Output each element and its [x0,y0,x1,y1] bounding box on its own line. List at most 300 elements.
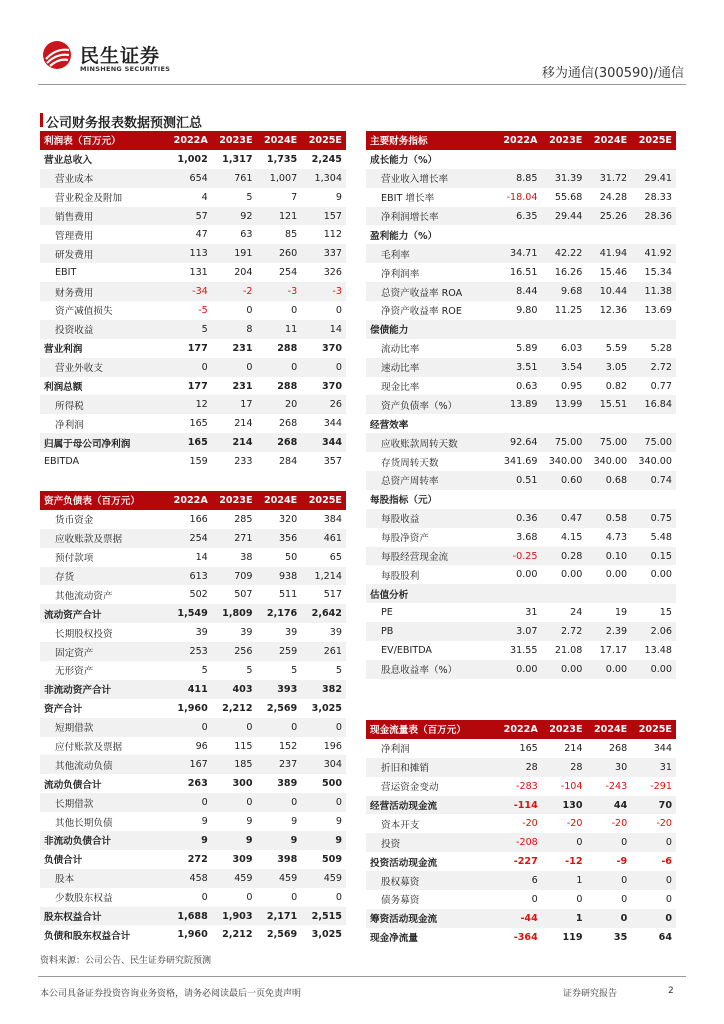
cell-value: 38 [240,551,253,563]
cell-value: 344 [653,742,672,754]
cell-value: 0.00 [542,660,587,679]
row-label: 利润总额 [44,382,83,394]
cell-value: 5 [246,664,253,676]
balance-sheet-table [40,491,346,944]
cell-value: 370 [321,342,342,354]
year-header: 2022A [496,131,542,150]
cell-value: 165 [166,433,212,452]
cell-value: 13.48 [644,644,672,656]
cell-value: 0 [246,891,253,903]
cell-value: 231 [232,380,253,392]
cell-value: 29.44 [542,207,587,226]
cell-value: 0 [257,793,302,812]
cell-value: 268 [608,742,628,754]
cell-value: 461 [301,529,346,548]
table-row [40,339,346,358]
cell-value: 0 [257,358,302,377]
cell-value: 340.00 [593,456,628,468]
cell-value: 0 [301,358,346,377]
cell-value: 382 [301,680,346,699]
cell-value: 92.64 [496,433,542,452]
cell-value: 11.25 [554,304,583,316]
cell-value: 709 [212,567,257,586]
row-label: 流动资产合计 [40,604,166,623]
cell-value: 34.71 [496,244,542,263]
cell-value: 0 [212,793,257,812]
row-label: 负债和股东权益合计 [44,930,131,942]
row-label: 短期借款 [40,718,166,737]
cell-value: 253 [166,642,212,661]
cell-value: 0.15 [631,547,676,566]
cell-value: 39 [240,627,253,639]
cell-value: 654 [166,169,212,188]
header-divider [38,84,686,85]
row-label: 股东权益合计 [40,907,166,926]
cell-value: 15.46 [599,267,628,279]
cell-value: 28 [496,758,542,777]
cell-value: 157 [301,207,346,226]
section-row [366,225,676,244]
cell-value: 272 [187,853,208,865]
row-label: 股息收益率（%） [366,660,496,679]
table-row [40,642,346,661]
cell-value: 285 [234,513,253,525]
cell-value: 7 [291,191,298,203]
row-label: 应收账款及票据 [40,529,166,548]
row-label: 投资活动现金流 [370,857,438,869]
cell-value: -18.04 [506,191,538,203]
table-row [40,661,346,680]
cell-value: 5 [201,664,208,676]
row-label: 盈利能力（%） [370,230,438,242]
cell-value: 9 [291,816,298,828]
row-label: 存货周转天数 [381,457,439,469]
cell-value: -104 [560,780,583,792]
row-label: 偿债能力 [366,320,676,339]
cell-value: 113 [166,244,212,263]
table-row [40,604,346,623]
row-label: 速动比率 [366,358,496,377]
cell-value: 85 [285,229,298,241]
cell-value: 0.00 [516,569,538,581]
cell-value: 0.74 [631,471,676,490]
cell-value: 300 [232,778,253,790]
cell-value: 0 [212,358,257,377]
table-row [366,452,676,471]
table-row [366,528,676,547]
table-title: 主要财务指标 [366,131,496,150]
cell-value: 2.39 [586,622,631,641]
table-row [366,565,676,584]
cash-flow-table [366,720,676,947]
cell-value: 507 [234,589,253,601]
cell-value: 0.95 [560,380,583,392]
row-label: 股本 [40,869,166,888]
table-row [366,207,676,226]
cell-value: 15.51 [586,395,631,414]
row-label: 营业成本 [40,169,166,188]
section-row [366,150,676,169]
cell-value: 340.00 [638,456,672,468]
cell-value: 0.00 [605,569,628,581]
cell-value: 16.51 [510,267,538,279]
cell-value: 0.58 [586,509,631,528]
year-header: 2022A [166,131,212,150]
cell-value: 92 [212,207,257,226]
cell-value: 13.99 [542,395,587,414]
page-header [0,0,724,100]
cell-value: 0.00 [586,660,631,679]
cell-value: 14 [301,320,346,339]
cell-value: -12 [565,856,583,868]
row-label: 非流动负债合计 [40,831,166,850]
row-label: 现金净流量 [370,933,418,945]
cell-value: 458 [166,869,212,888]
cell-value: 0 [246,304,253,316]
table-row [366,739,676,758]
cell-value: 4.15 [560,531,583,543]
table-row [40,225,346,244]
cell-value: 2.72 [542,622,587,641]
cell-value: 21.08 [554,644,583,656]
cell-value: 459 [301,869,346,888]
cell-value: 459 [257,869,302,888]
table-row [366,890,676,909]
cell-value: 9 [335,191,342,203]
cell-value: 6 [496,871,542,890]
cell-value: 344 [323,418,342,430]
cell-value: 231 [232,342,253,354]
cell-value: 0 [166,718,212,737]
row-label: EBIT [55,267,77,279]
cell-value: 1,214 [301,567,346,586]
table-row [366,263,676,282]
cell-value: 196 [323,740,342,752]
cell-value: 0 [301,793,346,812]
cell-value: 31.72 [586,169,631,188]
cell-value: 517 [323,589,342,601]
cell-value: 0 [665,893,672,905]
table-row [366,852,676,871]
table-row [40,869,346,888]
cell-value: 121 [257,207,302,226]
cell-value: 613 [166,567,212,586]
cell-value: 9 [257,831,302,850]
cell-value: 5.89 [516,342,538,354]
cell-value: 309 [232,853,253,865]
cell-value: 237 [257,755,302,774]
row-label: 毛利率 [366,244,496,263]
row-label: 固定资产 [40,642,166,661]
cell-value: 1,002 [177,153,208,165]
cell-value: 50 [285,551,298,563]
table-header-row [366,720,676,739]
cell-value: 130 [542,796,587,815]
cell-value: 0 [212,718,257,737]
row-label: 净利润 [381,744,410,756]
cell-value: 5 [246,191,253,203]
table-row [40,263,346,282]
cell-value: 2,212 [222,929,253,941]
row-label: 总资产周转率 [366,471,496,490]
year-header: 2023E [212,491,257,510]
cell-value: 1,317 [222,153,253,165]
cell-value: 2,171 [257,907,302,926]
cell-value: 0 [257,718,302,737]
cell-value: 0 [576,893,583,905]
cell-value: 384 [323,513,342,525]
table-row [40,282,346,301]
cell-value: 389 [277,778,298,790]
cell-value: 16.84 [631,395,676,414]
cell-value: 167 [166,755,212,774]
cell-value: -9 [616,856,628,868]
row-label: 净资产收益率 ROE [381,306,462,318]
cell-value: 0.63 [516,380,538,392]
cell-value: 1 [542,909,587,928]
cell-value: -243 [605,780,628,792]
row-label: 研发费用 [40,244,166,263]
cell-value: 13.89 [496,395,542,414]
row-label: 成长能力（%） [370,155,438,167]
cell-value: 0.10 [586,547,631,566]
cell-value: 9 [166,831,212,850]
cell-value: -3 [301,282,346,301]
income-statement-table [40,131,346,471]
cell-value: 31.39 [542,169,587,188]
cell-value: 284 [278,456,298,468]
cell-value: 356 [257,529,302,548]
cell-value: 0 [166,793,212,812]
cell-value: 1,549 [166,604,212,623]
cell-value: 0.36 [496,509,542,528]
cell-value: 459 [212,869,257,888]
row-label: 折旧和摊销 [366,758,496,777]
cell-value: 509 [321,853,342,865]
cell-value: 20 [257,395,302,414]
row-label: 净利润率 [381,268,420,280]
brand-name-en: MINSHENG SECURITIES [80,65,171,73]
row-label: 经营活动现金流 [366,796,496,815]
stock-label: 移为通信(300590)/通信 [541,66,684,81]
table-row [366,395,676,414]
table-header-row [366,131,676,150]
row-label: 每股收益 [366,509,496,528]
cell-value: 16.26 [554,267,583,279]
cell-value: 2,569 [266,702,298,714]
section-row [366,414,676,433]
cell-value: 0.00 [631,660,676,679]
cell-value: 254 [166,529,212,548]
table-row [40,812,346,831]
cell-value: 8.85 [496,169,542,188]
table-row [40,320,346,339]
cell-value: 500 [321,778,342,790]
cell-value: 3,025 [311,702,342,714]
year-header: 2024E [586,131,631,150]
cell-value: 288 [277,380,298,392]
cell-value: 64 [658,931,672,943]
cell-value: -364 [513,931,538,943]
row-label: 投资 [366,833,496,852]
cell-value: 1,809 [212,604,257,623]
cell-value: 0 [587,871,632,890]
table-title: 利润表（百万元） [40,131,166,150]
cell-value: 166 [189,513,208,525]
cell-value: 29.41 [631,169,676,188]
cell-value: 31 [631,758,676,777]
cell-value: 131 [189,267,208,279]
table-row [40,207,346,226]
cell-value: 57 [166,207,212,226]
cell-value: 42.22 [542,244,587,263]
cell-value: 0.00 [560,569,583,581]
cell-value: 6.03 [560,342,583,354]
row-label: 债务募资 [381,895,420,907]
year-header: 2025E [631,131,676,150]
row-label: 长期股权投资 [55,628,113,640]
cell-value: 0.82 [605,380,628,392]
row-label: 无形资产 [55,666,94,678]
table-row [40,433,346,452]
year-header: 2025E [301,131,346,150]
cell-value: 177 [187,380,208,392]
table-row [366,358,676,377]
cell-value: 2,245 [311,153,342,165]
year-header: 2023E [212,131,257,150]
table-row [366,758,676,777]
cell-value: 0.00 [650,569,672,581]
cell-value: 9 [301,831,346,850]
row-label: 其他流动资产 [55,590,113,602]
cell-value: 44 [587,796,632,815]
table-title: 资产负债表（百万元） [40,491,166,510]
row-label: 归属于母公司净利润 [40,433,166,452]
cell-value: -20 [522,818,538,830]
cell-value: 1,960 [177,702,208,714]
section-row [366,490,676,509]
cell-value: 411 [166,680,212,699]
table-row [40,925,346,944]
cell-value: 3,025 [311,929,342,941]
cell-value: 761 [212,169,257,188]
row-label: 资产减值损失 [55,306,113,318]
table-row [40,395,346,414]
cell-value: 5.48 [650,531,672,543]
cell-value: 393 [257,680,302,699]
cell-value: 119 [562,931,583,943]
cell-value: 0.77 [650,380,672,392]
cell-value: 15 [659,607,672,619]
row-label: 预付款项 [55,553,94,565]
row-label: 管理费用 [55,230,94,242]
minsheng-logo-icon [42,40,72,70]
table-row [40,169,346,188]
table-row [366,833,676,852]
cell-value: 9 [335,816,342,828]
table-row [40,188,346,207]
cell-value: 1,903 [212,907,257,926]
cell-value: -291 [650,780,672,792]
cell-value: 4 [201,191,208,203]
table-row [40,548,346,567]
cell-value: 502 [189,589,208,601]
table-row [366,471,676,490]
cell-value: 39 [285,627,298,639]
cell-value: 15.34 [644,267,672,279]
cell-value: 9.80 [516,304,538,316]
row-label: 资产合计 [44,704,83,716]
cell-value: 9 [212,831,257,850]
footer-divider [38,976,686,977]
cell-value: 1 [542,871,587,890]
table-row [366,928,676,947]
cell-value: -20 [656,818,672,830]
cell-value: 0 [291,304,298,316]
cell-value: 0.28 [542,547,587,566]
cell-value: 28 [542,758,587,777]
cell-value: 17.17 [599,644,628,656]
cell-value: 511 [278,589,298,601]
cell-value: 341.69 [503,456,538,468]
table-header-row [40,491,346,510]
cell-value: 938 [257,567,302,586]
cell-value: 70 [631,796,676,815]
table-row [40,414,346,433]
cell-value: 12 [166,395,212,414]
cell-value: 5.59 [605,342,628,354]
year-header: 2025E [301,491,346,510]
table-row [40,774,346,793]
cell-value: 0 [542,833,587,852]
cell-value: 1,007 [257,169,302,188]
year-header: 2023E [542,720,587,739]
row-label: 流动负债合计 [44,779,102,791]
table-row [366,641,676,660]
row-label: 应付账款及票据 [55,742,123,754]
report-type: 证券研究报告 [563,989,618,999]
table-row [40,567,346,586]
cell-value: 0 [631,833,676,852]
cell-value: 11 [257,320,302,339]
data-source: 资料来源：公司公告、民生证券研究院预测 [40,956,212,966]
cell-value: -3 [257,282,302,301]
table-row [40,888,346,907]
cell-value: 1,735 [266,153,298,165]
cell-value: 35 [613,931,628,943]
cell-value: -227 [513,856,538,868]
table-row [366,244,676,263]
table-row [40,529,346,548]
cell-value: 9 [246,816,253,828]
row-label: EV/EBITDA [381,644,432,656]
row-label: EBIT 增长率 [381,193,435,205]
row-label: 现金比率 [381,382,420,394]
table-row [366,547,676,566]
cell-value: -6 [661,856,672,868]
cell-value: 152 [278,740,298,752]
cell-value: 8 [212,320,257,339]
table-row [40,452,346,471]
row-label: 资产负债率（%） [366,395,496,414]
cell-value: 65 [329,551,342,563]
table-row [40,585,346,604]
row-label: 总资产收益率 ROA [366,282,496,301]
row-label: 非流动资产合计 [40,680,166,699]
cell-value: 1,304 [301,169,346,188]
row-label: 估值分析 [366,584,676,603]
cell-value: 5 [166,320,212,339]
